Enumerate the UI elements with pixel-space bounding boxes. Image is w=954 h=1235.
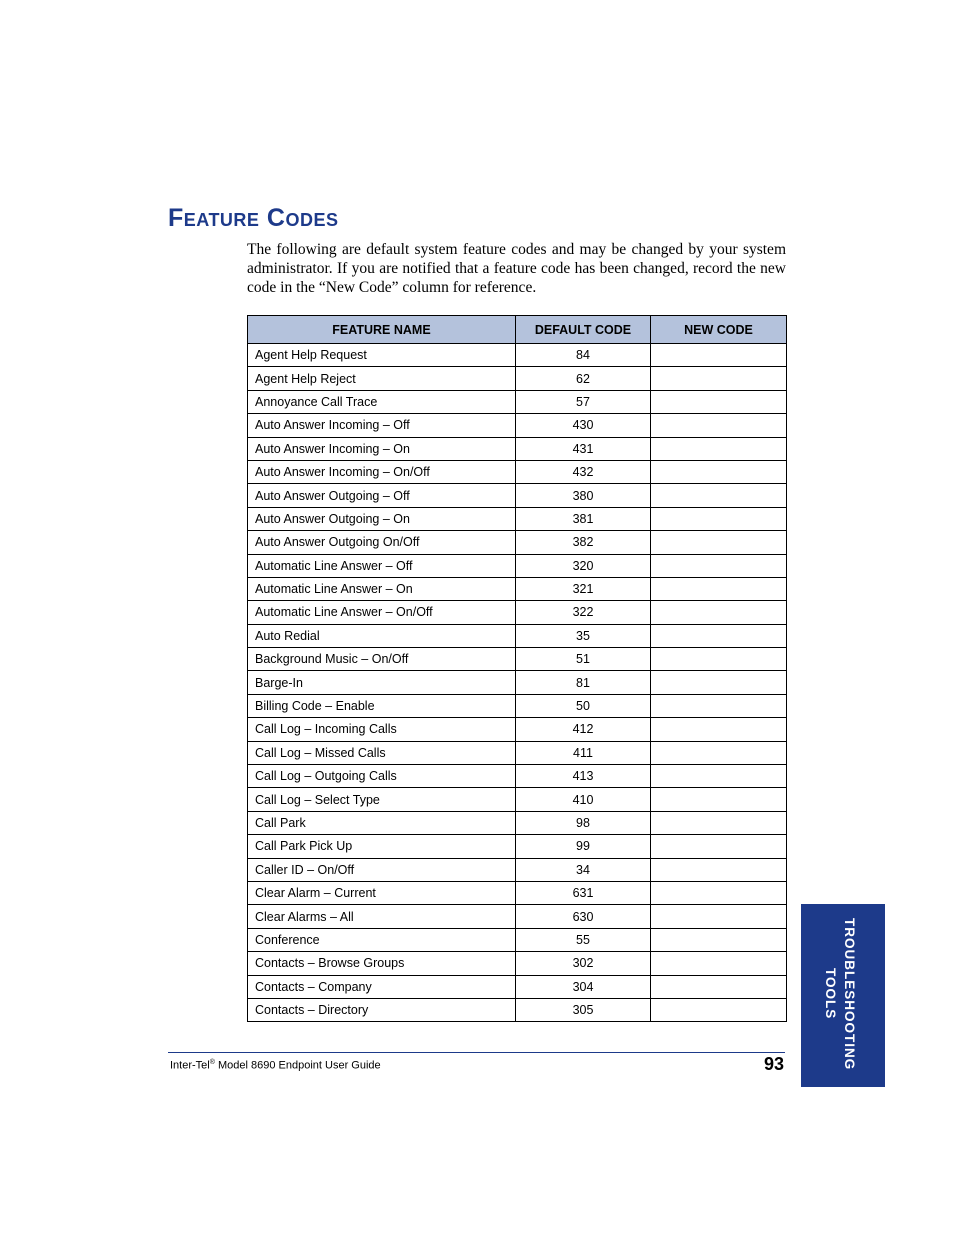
new-code-cell — [651, 648, 787, 671]
default-code-cell: 430 — [516, 414, 651, 437]
default-code-cell: 382 — [516, 531, 651, 554]
table-row — [248, 390, 787, 413]
feature-name-cell: Auto Answer Outgoing On/Off — [248, 531, 516, 554]
default-code-cell: 35 — [516, 624, 651, 647]
table-row — [248, 624, 787, 647]
new-code-cell — [651, 835, 787, 858]
new-code-cell — [651, 390, 787, 413]
feature-name-cell: Automatic Line Answer – On/Off — [248, 601, 516, 624]
feature-name-cell: Auto Answer Outgoing – Off — [248, 484, 516, 507]
default-code-cell: 630 — [516, 905, 651, 928]
new-code-cell — [651, 484, 787, 507]
default-code-cell: 411 — [516, 741, 651, 764]
footer-guide-name: Model 8690 Endpoint User Guide — [214, 1059, 381, 1072]
default-code-cell: 62 — [516, 367, 651, 390]
table-row — [248, 975, 787, 998]
feature-name-cell: Background Music – On/Off — [248, 648, 516, 671]
new-code-cell — [651, 881, 787, 904]
default-code-cell: 304 — [516, 975, 651, 998]
footer-divider — [168, 1052, 785, 1053]
default-code-cell: 381 — [516, 507, 651, 530]
default-code-cell: 81 — [516, 671, 651, 694]
feature-name-cell: Barge-In — [248, 671, 516, 694]
new-code-cell — [651, 998, 787, 1021]
new-code-cell — [651, 601, 787, 624]
table-row — [248, 811, 787, 834]
new-code-cell — [651, 718, 787, 741]
side-tab-label — [821, 918, 859, 1070]
feature-name-cell: Clear Alarm – Current — [248, 881, 516, 904]
new-code-cell — [651, 507, 787, 530]
header-new-code: NEW CODE — [651, 316, 787, 344]
table-row — [248, 881, 787, 904]
feature-name-cell: Call Log – Outgoing Calls — [248, 765, 516, 788]
footer-brand: Inter-Tel — [170, 1059, 210, 1072]
feature-name-cell: Conference — [248, 928, 516, 951]
side-tab-line-1: TROUBLESHOOTING — [842, 918, 857, 1071]
default-code-cell: 84 — [516, 344, 651, 367]
default-code-cell: 431 — [516, 437, 651, 460]
default-code-cell: 305 — [516, 998, 651, 1021]
feature-name-cell: Contacts – Company — [248, 975, 516, 998]
feature-name-cell: Call Park Pick Up — [248, 835, 516, 858]
table-row — [248, 577, 787, 600]
new-code-cell — [651, 460, 787, 483]
default-code-cell: 57 — [516, 390, 651, 413]
new-code-cell — [651, 671, 787, 694]
feature-codes-table — [247, 315, 787, 1022]
default-code-cell: 302 — [516, 952, 651, 975]
feature-name-cell: Auto Redial — [248, 624, 516, 647]
default-code-cell: 51 — [516, 648, 651, 671]
feature-name-cell: Auto Answer Incoming – On/Off — [248, 460, 516, 483]
default-code-cell: 55 — [516, 928, 651, 951]
feature-name-cell: Caller ID – On/Off — [248, 858, 516, 881]
section-side-tab — [801, 904, 885, 1087]
table-row — [248, 507, 787, 530]
feature-name-cell: Contacts – Browse Groups — [248, 952, 516, 975]
new-code-cell — [651, 554, 787, 577]
table-row — [248, 741, 787, 764]
new-code-cell — [651, 531, 787, 554]
feature-name-cell: Agent Help Reject — [248, 367, 516, 390]
default-code-cell: 432 — [516, 460, 651, 483]
feature-name-cell: Automatic Line Answer – On — [248, 577, 516, 600]
table-row — [248, 554, 787, 577]
footer-guide-title — [170, 1059, 381, 1072]
table-header-row — [248, 316, 787, 344]
table-row — [248, 718, 787, 741]
feature-name-cell: Clear Alarms – All — [248, 905, 516, 928]
intro-paragraph: The following are default system feature codes and may be changed by your system administrator. If you are notified that a feature code has been changed, record the new code in the “New Code” column for reference. — [247, 241, 786, 296]
new-code-cell — [651, 811, 787, 834]
new-code-cell — [651, 741, 787, 764]
header-feature-name: FEATURE NAME — [248, 316, 516, 344]
default-code-cell: 321 — [516, 577, 651, 600]
table-row — [248, 952, 787, 975]
registered-mark: ® — [209, 1059, 215, 1066]
default-code-cell: 412 — [516, 718, 651, 741]
table-row — [248, 671, 787, 694]
new-code-cell — [651, 624, 787, 647]
default-code-cell: 322 — [516, 601, 651, 624]
default-code-cell: 380 — [516, 484, 651, 507]
default-code-cell: 320 — [516, 554, 651, 577]
feature-name-cell: Billing Code – Enable — [248, 694, 516, 717]
new-code-cell — [651, 975, 787, 998]
new-code-cell — [651, 344, 787, 367]
new-code-cell — [651, 952, 787, 975]
table-row — [248, 835, 787, 858]
new-code-cell — [651, 414, 787, 437]
table-row — [248, 460, 787, 483]
table-row — [248, 998, 787, 1021]
new-code-cell — [651, 928, 787, 951]
table-row — [248, 648, 787, 671]
default-code-cell: 631 — [516, 881, 651, 904]
new-code-cell — [651, 694, 787, 717]
default-code-cell: 99 — [516, 835, 651, 858]
page-title: Feature Codes — [168, 204, 339, 232]
table-row — [248, 531, 787, 554]
feature-name-cell: Call Log – Incoming Calls — [248, 718, 516, 741]
table-row — [248, 601, 787, 624]
table-row — [248, 484, 787, 507]
default-code-cell: 98 — [516, 811, 651, 834]
new-code-cell — [651, 858, 787, 881]
feature-name-cell: Call Log – Select Type — [248, 788, 516, 811]
table-row — [248, 788, 787, 811]
header-default-code: DEFAULT CODE — [516, 316, 651, 344]
feature-name-cell: Contacts – Directory — [248, 998, 516, 1021]
table-row — [248, 414, 787, 437]
table-row — [248, 367, 787, 390]
table-row — [248, 858, 787, 881]
feature-name-cell: Call Park — [248, 811, 516, 834]
table-body — [248, 344, 787, 1022]
table-row — [248, 928, 787, 951]
feature-name-cell: Annoyance Call Trace — [248, 390, 516, 413]
table-row — [248, 344, 787, 367]
feature-name-cell: Call Log – Missed Calls — [248, 741, 516, 764]
default-code-cell: 410 — [516, 788, 651, 811]
new-code-cell — [651, 788, 787, 811]
new-code-cell — [651, 905, 787, 928]
new-code-cell — [651, 437, 787, 460]
new-code-cell — [651, 367, 787, 390]
page-number: 93 — [763, 1054, 784, 1074]
feature-name-cell: Agent Help Request — [248, 344, 516, 367]
feature-name-cell: Auto Answer Incoming – Off — [248, 414, 516, 437]
new-code-cell — [651, 577, 787, 600]
new-code-cell — [651, 765, 787, 788]
default-code-cell: 34 — [516, 858, 651, 881]
table-row — [248, 437, 787, 460]
table-row — [248, 765, 787, 788]
feature-name-cell: Auto Answer Outgoing – On — [248, 507, 516, 530]
table-row — [248, 905, 787, 928]
default-code-cell: 413 — [516, 765, 651, 788]
default-code-cell: 50 — [516, 694, 651, 717]
feature-name-cell: Automatic Line Answer – Off — [248, 554, 516, 577]
feature-name-cell: Auto Answer Incoming – On — [248, 437, 516, 460]
side-tab-line-2: TOOLS — [823, 968, 838, 1020]
table-row — [248, 694, 787, 717]
